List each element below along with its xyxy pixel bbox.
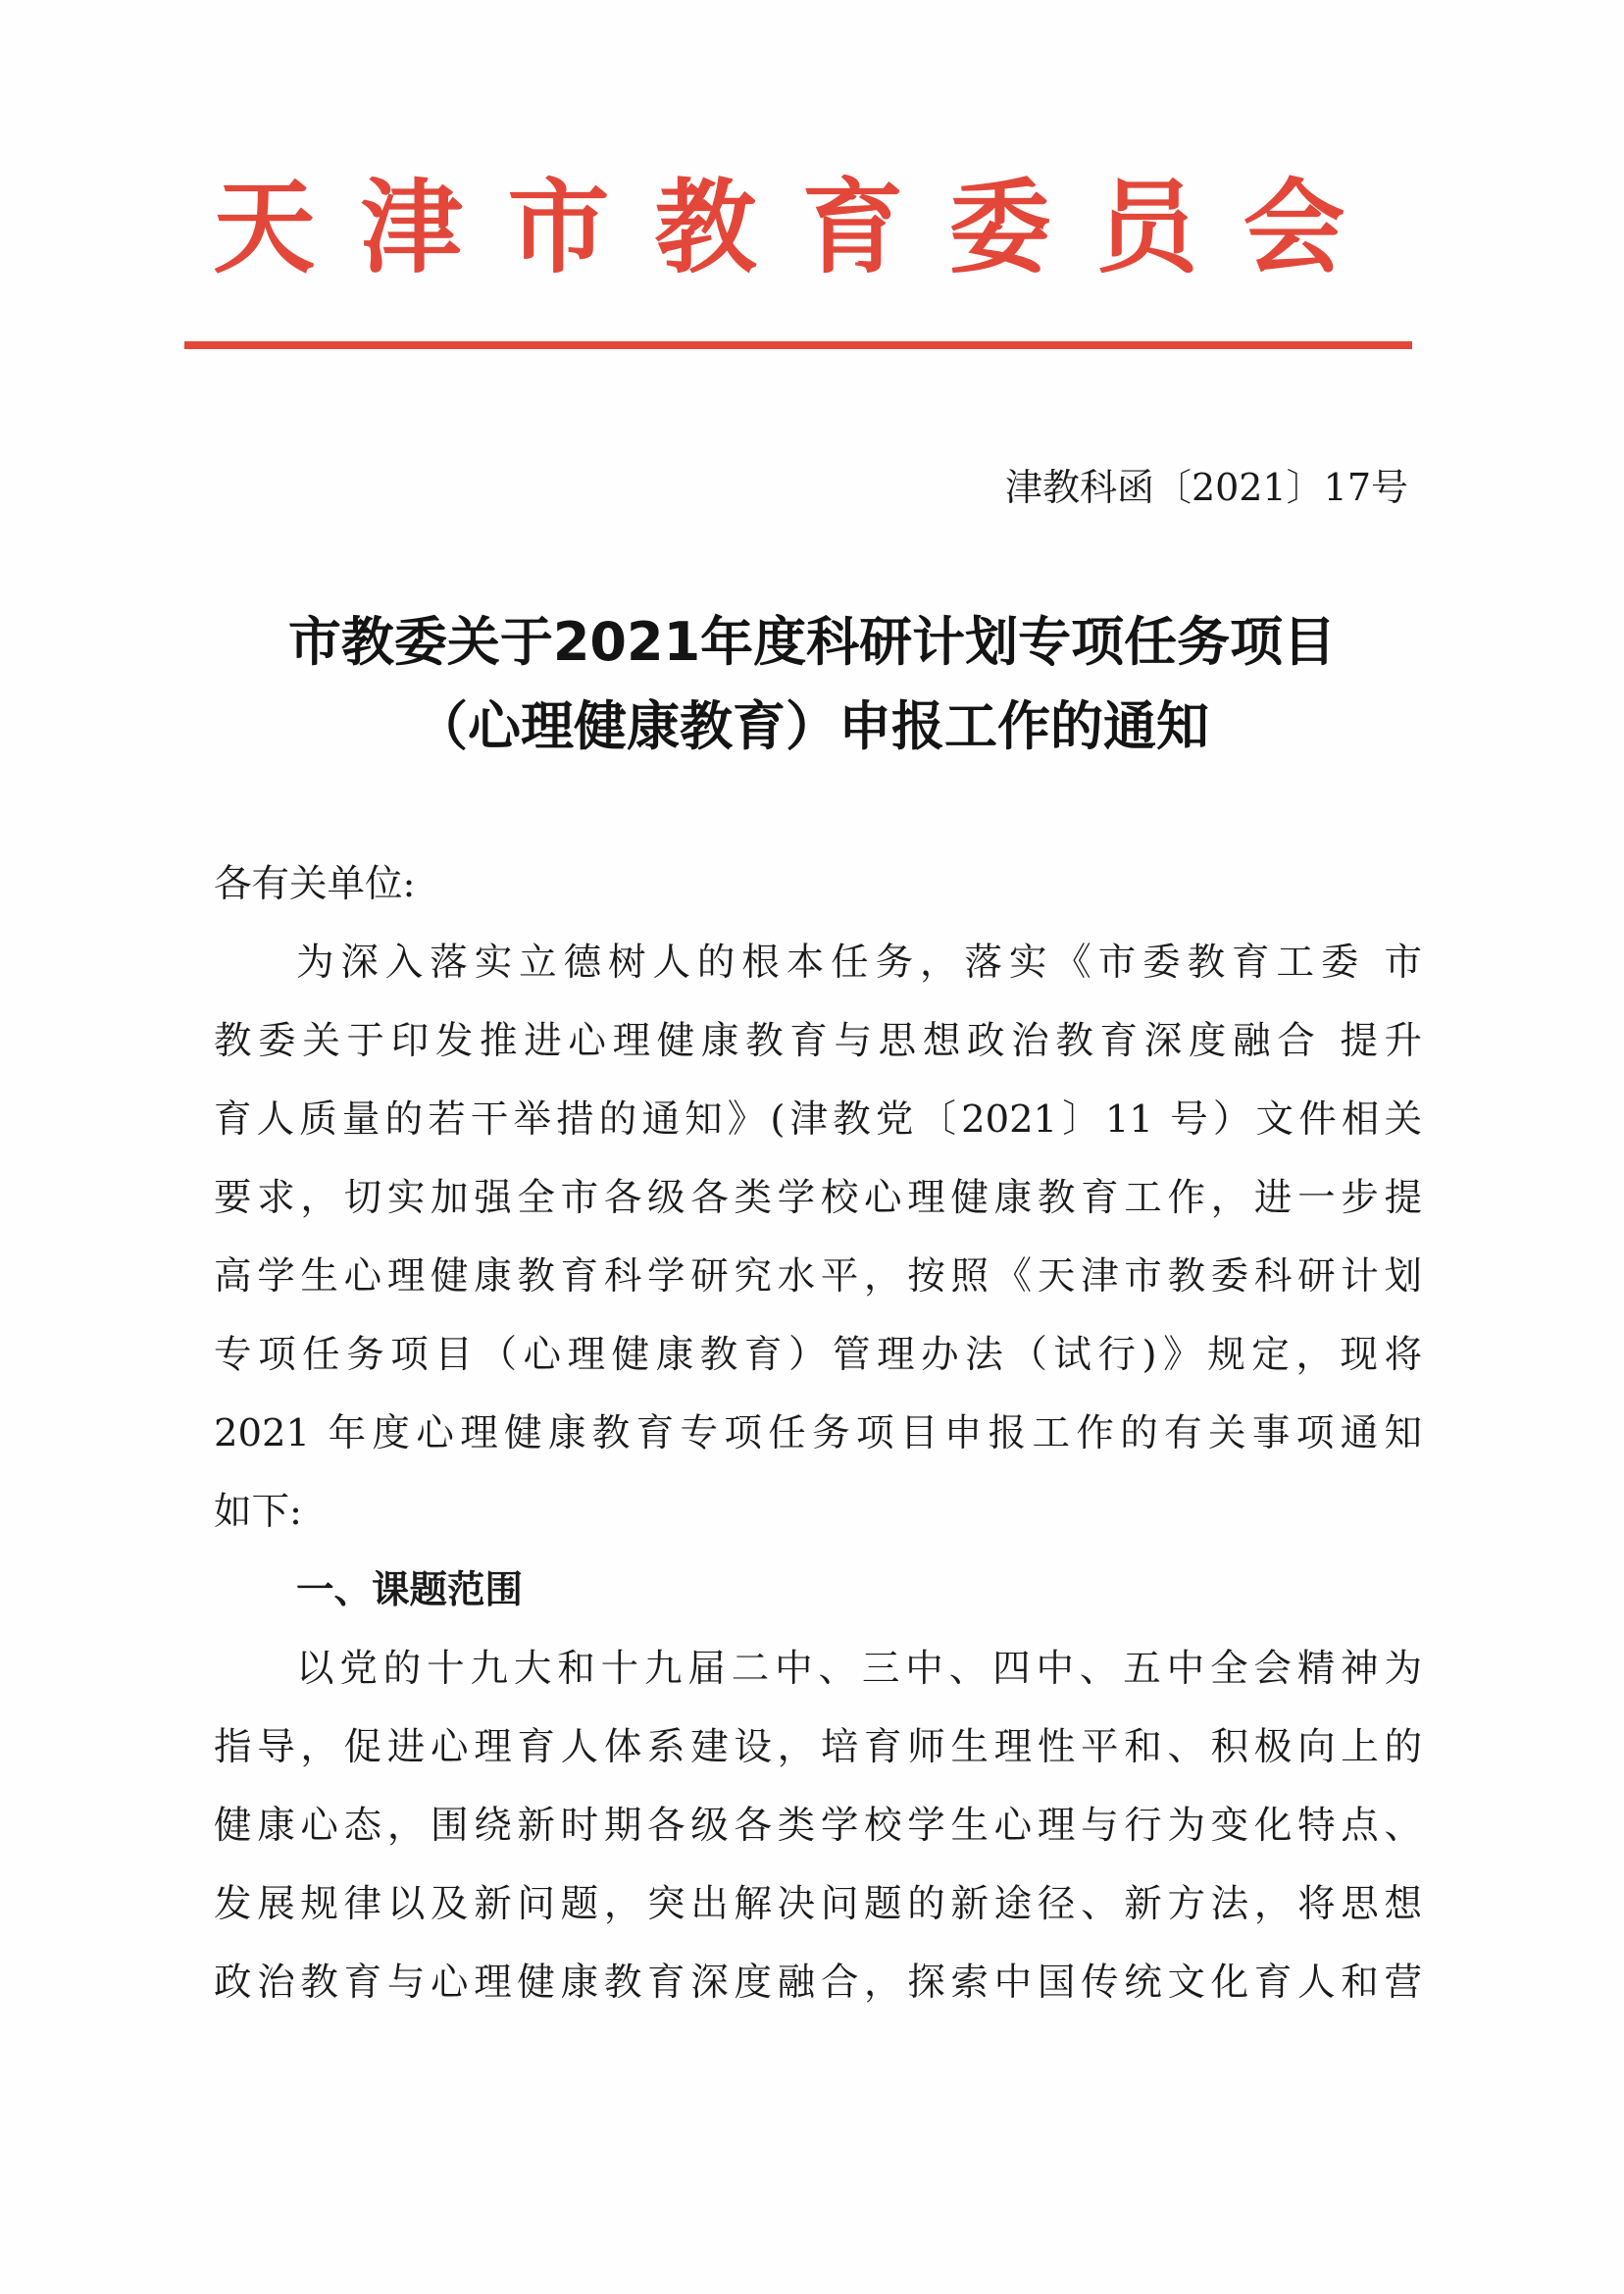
paragraph-line: 高学生心理健康教育科学研究水平，按照《天津市教委科研计划 [214,1254,1422,1299]
document-title [177,600,1447,769]
salutation: 各有关单位: [214,862,416,906]
paragraph-line: 政治教育与心理健康教育深度融合，探索中国传统文化育人和营 [214,1961,1422,2005]
letterhead-red-rule [184,341,1412,349]
paragraph-line: 要求，切实加强全市各级各类学校心理健康教育工作，进一步提 [214,1176,1422,1220]
letterhead-issuer: 天津市教育委员会 [213,168,1391,287]
document-number: 津教科函〔2021〕17号 [1004,466,1408,509]
paragraph-line: 育人质量的若干举措的通知》(津教党〔2021〕11 号）文件相关 [214,1097,1422,1142]
paragraph-line: 为深入落实立德树人的根本任务，落实《市委教育工委 市 [296,941,1422,985]
section-heading: 一、课题范围 [296,1568,524,1612]
paragraph-line: 教委关于印发推进心理健康教育与思想政治教育深度融合 提升 [214,1019,1422,1063]
document-body [214,845,1422,2022]
paragraph-line: 专项任务项目（心理健康教育）管理办法（试行)》规定，现将 [214,1333,1422,1377]
paragraph-line: 如下: [214,1490,302,1534]
title-line-2: （心理健康教育）申报工作的通知 [415,695,1209,757]
paragraph-line: 发展规律以及新问题，突出解决问题的新途径、新方法，将思想 [214,1882,1422,1926]
paragraph-line: 2021 年度心理健康教育专项任务项目申报工作的有关事项通知 [214,1411,1422,1455]
paragraph-line: 以党的十九大和十九届二中、三中、四中、五中全会精神为 [296,1647,1422,1691]
paragraph-line: 指导，促进心理育人体系建设，培育师生理性平和、积极向上的 [214,1725,1422,1769]
title-line-1: 市教委关于2021年度科研计划专项任务项目 [287,611,1337,673]
paragraph-line: 健康心态，围绕新时期各级各类学校学生心理与行为变化特点、 [214,1804,1422,1848]
